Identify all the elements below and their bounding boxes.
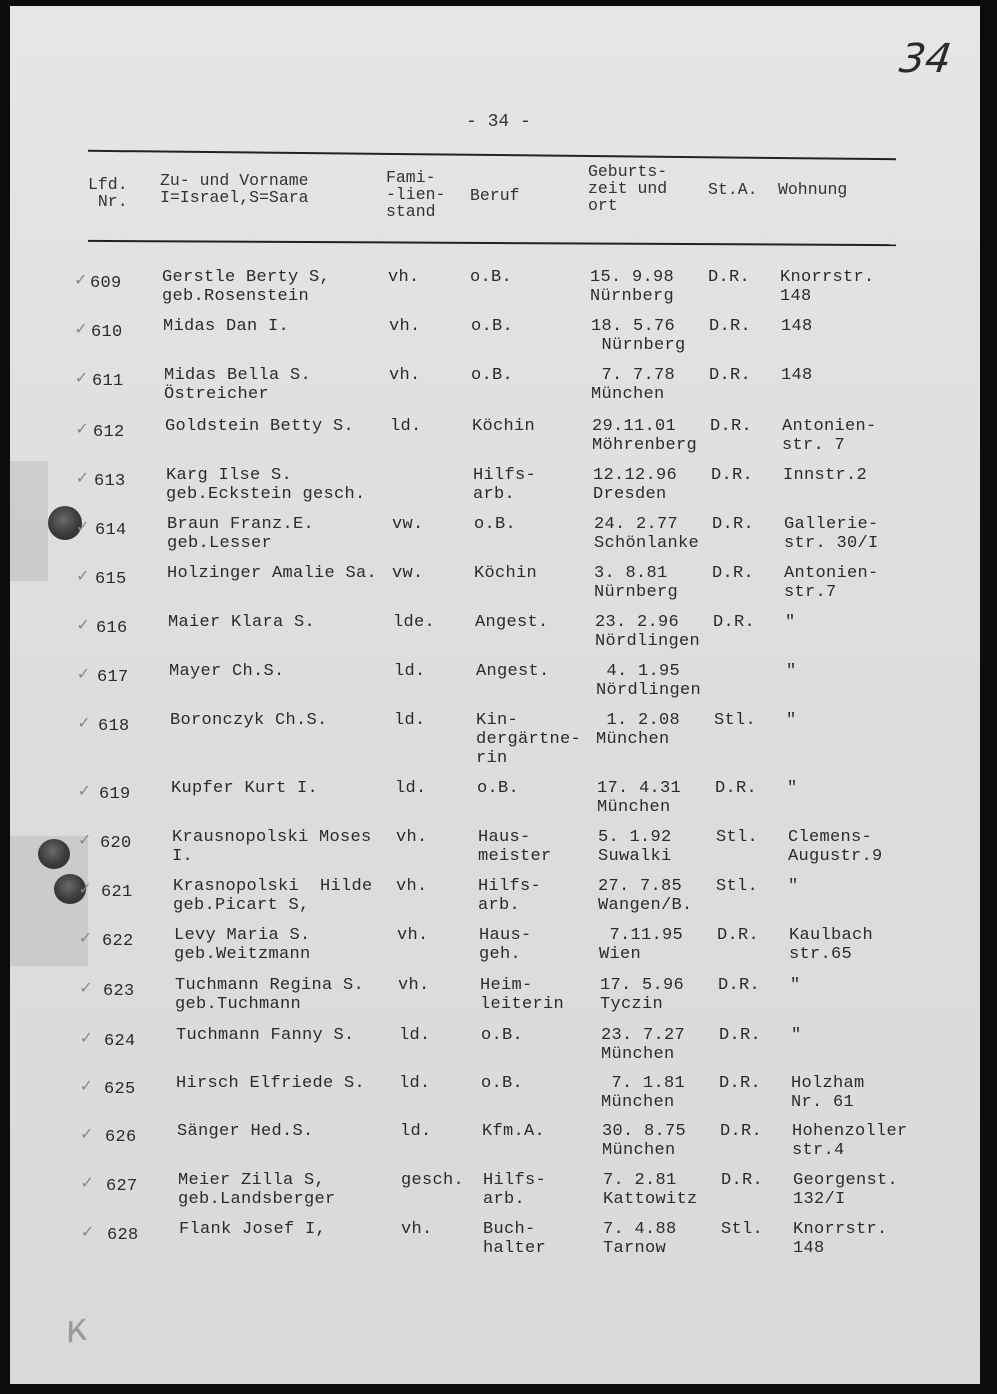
row-name: Levy Maria S. geb.Weitzmann — [174, 926, 311, 964]
row-geburt: 1. 2.08 München — [596, 711, 681, 749]
row-number: 626 — [105, 1128, 137, 1147]
row-number: 614 — [95, 521, 127, 540]
header-wohnung: Wohnung — [778, 180, 848, 199]
row-sta: D.R. — [709, 317, 752, 336]
row-sta: D.R. — [713, 613, 756, 632]
row-wohnung: " — [790, 976, 801, 995]
header-geburt: Geburts- zeit und ort — [588, 162, 668, 215]
row-beruf: Köchin — [474, 564, 538, 583]
row-wohnung: " — [785, 613, 796, 632]
row-wohnung: Holzham Nr. 61 — [791, 1074, 865, 1112]
check-mark: ✓ — [75, 468, 89, 487]
check-mark: ✓ — [74, 270, 88, 289]
check-mark: ✓ — [76, 517, 90, 536]
row-name: Meier Zilla S, geb.Landsberger — [178, 1171, 336, 1209]
row-familienstand: ld. — [395, 779, 427, 798]
check-mark: ✓ — [78, 879, 92, 898]
row-geburt: 27. 7.85 Wangen/B. — [598, 877, 693, 915]
row-wohnung: Antonien- str. 7 — [782, 417, 877, 455]
row-beruf: Haus- geh. — [479, 926, 532, 964]
row-number: 618 — [98, 717, 130, 736]
row-beruf: Haus- meister — [478, 828, 552, 866]
row-wohnung: Kaulbach str.65 — [789, 926, 874, 964]
row-familienstand: ld. — [394, 711, 426, 730]
row-number: 622 — [102, 932, 134, 951]
row-familienstand: vh. — [397, 926, 429, 945]
row-wohnung: " — [788, 877, 799, 896]
header-sta: St.A. — [708, 180, 758, 199]
row-sta: Stl. — [721, 1220, 764, 1239]
row-geburt: 5. 1.92 Suwalki — [598, 828, 672, 866]
row-sta: D.R. — [710, 417, 753, 436]
check-mark: ✓ — [76, 664, 91, 683]
row-familienstand: gesch. — [401, 1171, 465, 1190]
row-familienstand: vh. — [401, 1220, 433, 1239]
row-wohnung: Hohenzoller str.4 — [792, 1122, 908, 1160]
handwritten-page-number: 34 — [896, 36, 955, 82]
row-familienstand: ld. — [390, 417, 422, 436]
row-number: 615 — [95, 570, 127, 589]
row-number: 621 — [101, 883, 133, 902]
row-wohnung: Knorrstr. 148 — [780, 268, 875, 306]
check-mark: ✓ — [76, 566, 90, 585]
row-number: 617 — [97, 668, 129, 687]
row-sta: D.R. — [721, 1171, 764, 1190]
row-number: 616 — [96, 619, 128, 638]
typed-page-number: - 34 - — [466, 112, 531, 132]
row-geburt: 7.11.95 Wien — [599, 926, 684, 964]
row-beruf: Köchin — [472, 417, 536, 436]
row-familienstand: vh. — [389, 366, 421, 385]
row-sta: D.R. — [717, 926, 760, 945]
row-sta: Stl. — [714, 711, 757, 730]
row-name: Sänger Hed.S. — [177, 1122, 314, 1141]
row-geburt: 17. 5.96 Tyczin — [600, 976, 685, 1014]
row-name: Tuchmann Regina S. geb.Tuchmann — [175, 976, 365, 1014]
row-name: Krasnopolski Hilde geb.Picart S, — [173, 877, 373, 915]
row-number: 624 — [104, 1032, 136, 1051]
row-beruf: o.B. — [481, 1026, 524, 1045]
row-name: Midas Bella S. Östreicher — [164, 366, 312, 404]
row-number: 627 — [106, 1177, 138, 1196]
row-wohnung: Antonien- str.7 — [784, 564, 879, 602]
row-beruf: Angest. — [476, 662, 550, 681]
row-geburt: 23. 2.96 Nördlingen — [595, 613, 701, 651]
row-beruf: Angest. — [475, 613, 549, 632]
row-sta: Stl. — [716, 877, 759, 896]
row-beruf: Heim- leiterin — [480, 976, 565, 1014]
scan-shadow — [10, 461, 48, 581]
punch-hole — [38, 839, 70, 869]
check-mark: ✓ — [77, 713, 91, 732]
check-mark: ✓ — [80, 1173, 94, 1192]
row-number: 609 — [90, 274, 122, 293]
row-number: 623 — [103, 982, 135, 1001]
check-mark: ✓ — [79, 978, 93, 997]
row-wohnung: Gallerie- str. 30/I — [784, 515, 879, 553]
row-number: 611 — [92, 372, 124, 391]
check-mark: ✓ — [80, 1124, 94, 1143]
document-page — [10, 6, 980, 1384]
row-geburt: 23. 7.27 München — [601, 1026, 686, 1064]
row-name: Braun Franz.E. geb.Lesser — [167, 515, 315, 553]
row-beruf: o.B. — [471, 317, 514, 336]
row-name: Krausnopolski Moses I. — [172, 828, 372, 866]
row-familienstand: vw. — [392, 564, 424, 583]
row-sta: D.R. — [719, 1026, 762, 1045]
check-mark: ✓ — [78, 928, 93, 947]
check-mark: ✓ — [77, 781, 91, 800]
check-mark: ✓ — [78, 830, 92, 849]
row-geburt: 12.12.96 Dresden — [593, 466, 678, 504]
row-geburt: 15. 9.98 Nürnberg — [590, 268, 675, 306]
row-beruf: Hilfs- arb. — [478, 877, 542, 915]
row-name: Hirsch Elfriede S. — [176, 1074, 366, 1093]
row-name: Flank Josef I, — [179, 1220, 327, 1239]
row-number: 610 — [91, 323, 123, 342]
row-beruf: o.B. — [470, 268, 513, 287]
row-number: 619 — [99, 785, 131, 804]
row-beruf: o.B. — [477, 779, 520, 798]
row-name: Boronczyk Ch.S. — [170, 711, 328, 730]
row-sta: D.R. — [708, 268, 751, 287]
row-geburt: 24. 2.77 Schönlanke — [594, 515, 700, 553]
row-wohnung: 148 — [781, 366, 813, 385]
row-wohnung: Georgenst. 132/I — [793, 1171, 899, 1209]
header-lfd-nr: Lfd. Nr. — [88, 175, 128, 211]
row-name: Mayer Ch.S. — [169, 662, 285, 681]
row-number: 628 — [107, 1226, 139, 1245]
row-name: Holzinger Amalie Sa. — [167, 564, 378, 583]
row-number: 620 — [100, 834, 132, 853]
header-top-rule — [88, 150, 896, 160]
row-beruf: Hilfs- arb. — [483, 1171, 547, 1209]
row-beruf: o.B. — [481, 1074, 524, 1093]
row-familienstand: vh. — [396, 877, 428, 896]
row-sta: D.R. — [720, 1122, 763, 1141]
row-wohnung: " — [787, 779, 798, 798]
header-bottom-rule — [88, 240, 896, 246]
row-beruf: o.B. — [474, 515, 517, 534]
row-wohnung: Knorrstr. 148 — [793, 1220, 888, 1258]
row-familienstand: ld. — [400, 1122, 432, 1141]
handwritten-mark: к — [61, 1304, 92, 1352]
row-geburt: 7. 4.88 Tarnow — [603, 1220, 677, 1258]
check-mark: ✓ — [79, 1028, 93, 1047]
row-beruf: Hilfs- arb. — [473, 466, 537, 504]
row-beruf: Kfm.A. — [482, 1122, 546, 1141]
row-wohnung: Innstr.2 — [783, 466, 868, 485]
row-name: Tuchmann Fanny S. — [176, 1026, 355, 1045]
row-familienstand: ld. — [399, 1026, 431, 1045]
check-mark: ✓ — [74, 368, 89, 387]
row-geburt: 17. 4.31 München — [597, 779, 682, 817]
row-name: Kupfer Kurt I. — [171, 779, 319, 798]
row-sta: Stl. — [716, 828, 759, 847]
row-name: Midas Dan I. — [163, 317, 290, 336]
row-sta: D.R. — [711, 466, 754, 485]
row-familienstand: vh. — [398, 976, 430, 995]
row-number: 613 — [94, 472, 126, 491]
header-beruf: Beruf — [470, 186, 520, 205]
row-sta: D.R. — [715, 779, 758, 798]
row-sta: D.R. — [712, 515, 755, 534]
row-sta: D.R. — [709, 366, 752, 385]
row-familienstand: vh. — [396, 828, 428, 847]
check-mark: ✓ — [80, 1222, 95, 1241]
row-geburt: 29.11.01 Möhrenberg — [592, 417, 698, 455]
row-familienstand: vh. — [389, 317, 421, 336]
row-geburt: 7. 7.78 München — [591, 366, 676, 404]
row-familienstand: vw. — [392, 515, 424, 534]
row-geburt: 3. 8.81 Nürnberg — [594, 564, 679, 602]
row-familienstand: ld. — [394, 662, 426, 681]
row-familienstand: ld. — [399, 1074, 431, 1093]
check-mark: ✓ — [76, 615, 90, 634]
row-wohnung: " — [791, 1026, 802, 1045]
row-geburt: 30. 8.75 München — [602, 1122, 687, 1160]
row-name: Karg Ilse S. geb.Eckstein gesch. — [166, 466, 366, 504]
row-beruf: o.B. — [471, 366, 514, 385]
row-name: Goldstein Betty S. — [165, 417, 355, 436]
row-beruf: Buch- halter — [483, 1220, 547, 1258]
row-geburt: 7. 1.81 München — [601, 1074, 686, 1112]
row-name: Gerstle Berty S, geb.Rosenstein — [162, 268, 331, 306]
row-familienstand: vh. — [388, 268, 420, 287]
row-sta: D.R. — [719, 1074, 762, 1093]
row-sta: D.R. — [718, 976, 761, 995]
row-name: Maier Klara S. — [168, 613, 316, 632]
check-mark: ✓ — [74, 319, 88, 338]
row-familienstand: lde. — [393, 613, 436, 632]
row-beruf: Kin- dergärtne- rin — [476, 711, 582, 768]
header-name: Zu- und Vorname I=Israel,S=Sara — [160, 171, 309, 207]
header-familienstand: Fami- -lien- stand — [386, 168, 446, 221]
row-wohnung: " — [786, 711, 797, 730]
row-number: 625 — [104, 1080, 136, 1099]
row-sta: D.R. — [712, 564, 755, 583]
row-geburt: 18. 5.76 Nürnberg — [591, 317, 686, 355]
row-geburt: 7. 2.81 Kattowitz — [603, 1171, 698, 1209]
row-wohnung: " — [786, 662, 797, 681]
row-geburt: 4. 1.95 Nördlingen — [596, 662, 702, 700]
row-wohnung: 148 — [781, 317, 813, 336]
check-mark: ✓ — [75, 419, 89, 438]
check-mark: ✓ — [79, 1076, 93, 1095]
row-wohnung: Clemens- Augustr.9 — [788, 828, 883, 866]
row-number: 612 — [93, 423, 125, 442]
